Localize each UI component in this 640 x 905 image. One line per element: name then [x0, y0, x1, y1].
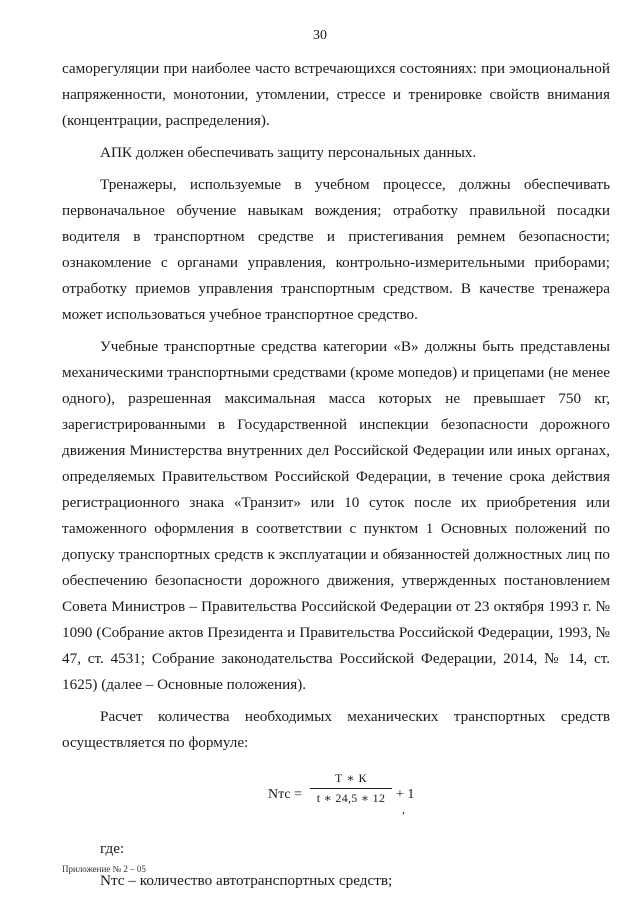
document-body — [62, 56, 610, 894]
formula-trailing-comma: , — [402, 802, 405, 816]
formula-fraction — [310, 770, 392, 807]
formula-numerator: Т ∗ К — [335, 771, 367, 785]
formula-denominator: t ∗ 24,5 ∗ 12 — [316, 791, 386, 805]
page-footer: Приложение № 2 – 05 — [62, 864, 146, 874]
paragraph-vehicles-category-b: Учебные транспортные средства категории «В» должны быть представлены механическими транспортными средствами (кроме мопедов) и прицепами (не менее одного), разрешенная максимальная масса которых не превышает 750 кг, зарегистрированными в Государственной инспекции безопасности дорожного движения Министерства внутренних дел Российской Федерации или иных органах, определяемых Правительством Российской Федерации, в течение срока действия регистрационного знака «Транзит» или 10 суток после их приобретения или таможенного оформления в соответствии с пунктом 1 Основных положений по допуску транспортных средств к эксплуатации и обязанностей должностных лиц по обеспечению безопасности дорожного движения, утвержденных постановлением Совета Министров – Правительства Российской Федерации от 23 октября 1993 г. № 1090 (Собрание актов Президента и Правительства Российской Федерации, 1993, № 47, ст. 4531; Собрание законодательства Российской Федерации, 2014, № 14, ст. 1625) (далее – Основные положения). — [62, 338, 610, 693]
paragraph-calculation: Расчет количества необходимых механических транспортных средств осуществляется по формуле: — [62, 708, 610, 751]
vehicle-count-formula — [62, 770, 610, 816]
paragraph-data-protection: АПК должен обеспечивать защиту персональных данных. — [100, 144, 477, 161]
formula-plus-term: + 1 — [396, 787, 415, 802]
formula-lhs: Nтс = — [268, 787, 303, 802]
paragraph-simulators: Тренажеры, используемые в учебном процессе, должны обеспечивать первоначальное обучение навыкам вождения; отработку правильной посадки водителя в транспортном средстве и пристегивания ремнем безопасности; ознакомление с органами управления, контрольно-измерительными приборами; отработку приемов управления транспортным средством. В качестве тренажера может использоваться учебное транспортное средство. — [62, 176, 610, 323]
page-number: 30 — [313, 28, 327, 43]
paragraph-where: где: — [100, 840, 125, 857]
paragraph-ntc-definition: Nтс – количество автотранспортных средств; — [100, 872, 393, 889]
paragraph-self-regulation: саморегуляции при наиболее часто встречающихся состояниях: при эмоциональной напряженности, монотонии, утомлении, стрессе и тренировке свойств внимания (концентрации, распределения). — [62, 60, 610, 129]
